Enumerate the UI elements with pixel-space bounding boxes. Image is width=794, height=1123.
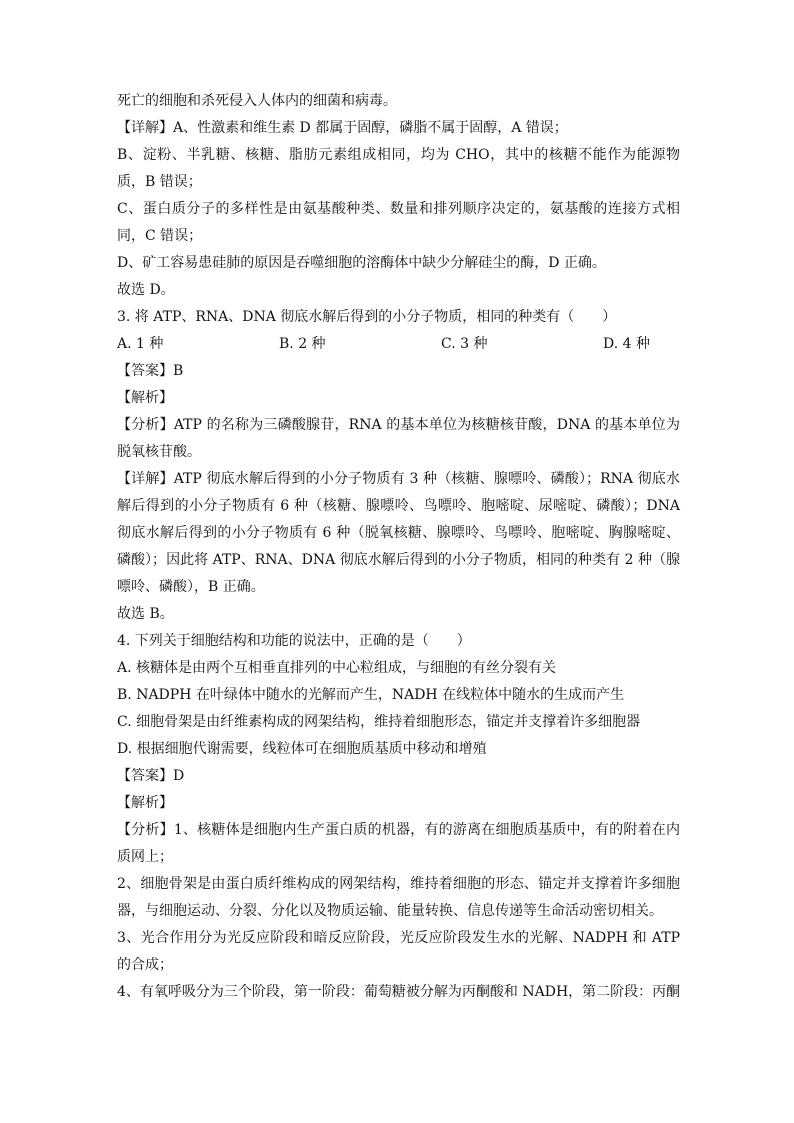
- text-paragraph: C、蛋白质分子的多样性是由氨基酸种类、数量和排列顺序决定的，氨基酸的连接方式相同，C 错误；: [117, 201, 680, 244]
- question-4-option-c: C. 细胞骨架是由纤维素构成的网架结构，维持着细胞形态，锚定并支撑着许多细胞器: [117, 714, 641, 730]
- document-page: [117, 88, 680, 1006]
- text-line: 【详解】A、性激素和维生素 D 都属于固醇，磷脂不属于固醇，A 错误；: [117, 120, 568, 136]
- text-paragraph: B、淀粉、半乳糖、核糖、脂肪元素组成相同，均为 CHO，其中的核糖不能作为能源物质，B 错误；: [117, 147, 680, 190]
- option-a: A. 1 种: [117, 336, 164, 352]
- question-4-answer: 【答案】D: [117, 768, 185, 784]
- question-4-fenxi-4: 4、有氧呼吸分为三个阶段，第一阶段：葡萄糖被分解为丙酮酸和 NADH，第二阶段：丙酮: [117, 984, 680, 1000]
- question-4-jiexi: 【解析】: [117, 795, 173, 811]
- option-b: B. 2 种: [279, 336, 326, 352]
- text-line: 死亡的细胞和杀死侵入人体内的细菌和病毒。: [117, 93, 397, 109]
- text-line: D、矿工容易患硅肺的原因是吞噬细胞的溶酶体中缺少分解硅尘的酶，D 正确。: [117, 255, 606, 271]
- question-4-fenxi-2: 2、细胞骨架是由蛋白质纤维构成的网架结构，维持着细胞的形态、锚定并支撑着许多细胞器，与细胞运动、分裂、分化以及物质运输、能量转换、信息传递等生命活动密切相关。: [117, 876, 680, 919]
- question-4-stem: 4. 下列关于细胞结构和功能的说法中，正确的是（ ）: [117, 633, 471, 649]
- question-4-option-b: B. NADPH 在叶绿体中随水的光解而产生，NADH 在线粒体中随水的生成而产生: [117, 687, 625, 703]
- question-3-fenxi: 【分析】ATP 的名称为三磷酸腺苷，RNA 的基本单位为核糖核苷酸，DNA 的基本单位为脱氧核苷酸。: [117, 417, 680, 460]
- question-4-fenxi-1: 【分析】1、核糖体是细胞内生产蛋白质的机器，有的游离在细胞质基质中，有的附着在内质网上；: [117, 822, 680, 865]
- question-3-guxuan: 故选 B。: [117, 606, 174, 622]
- text-line: 故选 D。: [117, 282, 175, 298]
- question-3-stem: 3. 将 ATP、RNA、DNA 彻底水解后得到的小分子物质，相同的种类有（ ）: [117, 309, 617, 325]
- option-d: D. 4 种: [603, 336, 650, 352]
- question-3-jiexi: 【解析】: [117, 390, 173, 406]
- question-4-option-d: D. 根据细胞代谢需要，线粒体可在细胞质基质中移动和增殖: [117, 741, 487, 757]
- question-3-xiangjie: 【详解】ATP 彻底水解后得到的小分子物质有 3 种（核糖、腺嘌呤、磷酸）；RNA 彻底水解后得到的小分子物质有 6 种（核糖、腺嘌呤、鸟嘌呤、胞嘧啶、尿嘧啶、磷酸）；DNA 彻底水解后得到的小分子物质有 6 种（脱氧核糖、腺嘌呤、鸟嘌呤、胞嘧啶、胸腺嘧啶、磷酸）；因此将 ATP、RNA、DNA 彻底水解后得到的小分子物质，相同的种类有 2 种（腺嘌呤、磷酸），B 正确。: [117, 471, 680, 595]
- question-4-fenxi-3: 3、光合作用分为光反应阶段和暗反应阶段，光反应阶段发生水的光解、NADPH 和 ATP 的合成；: [117, 930, 680, 973]
- question-4-option-a: A. 核糖体是由两个互相垂直排列的中心粒组成，与细胞的有丝分裂有关: [117, 660, 557, 676]
- option-c: C. 3 种: [441, 336, 488, 352]
- question-3-answer: 【答案】B: [117, 363, 184, 379]
- question-3-options: [117, 331, 680, 358]
